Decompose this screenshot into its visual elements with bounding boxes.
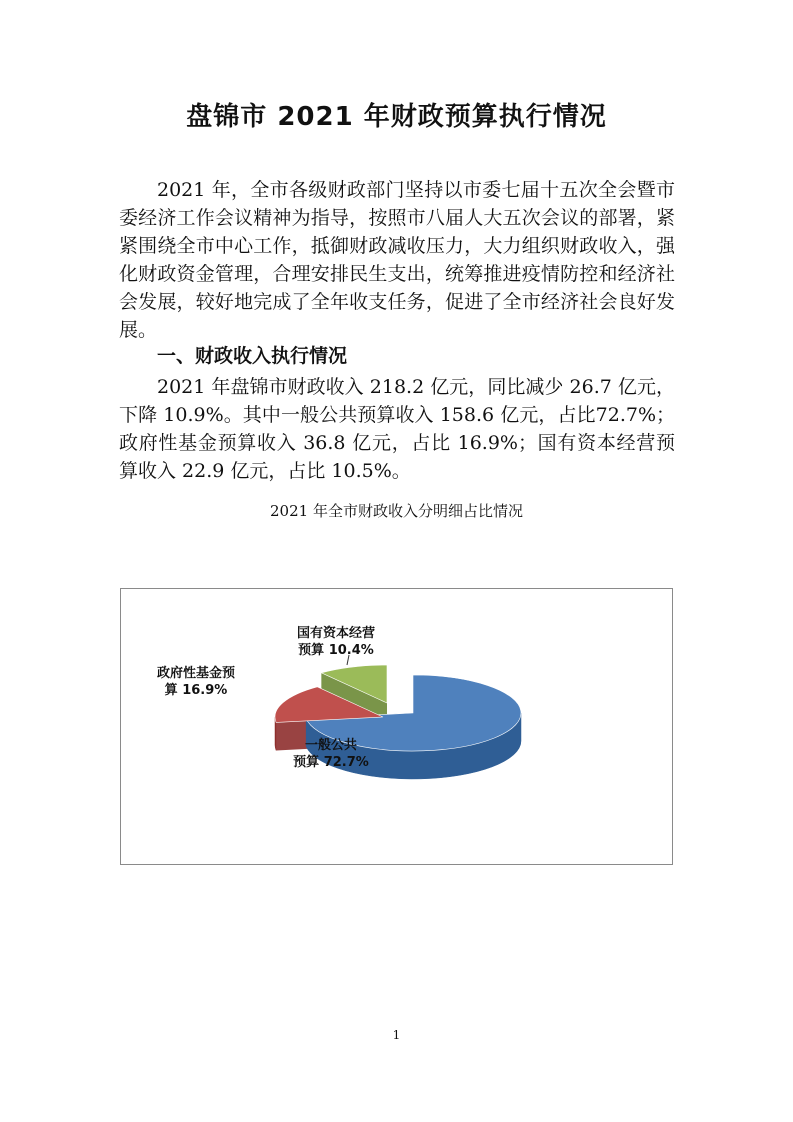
document-title: 盘锦市 2021 年财政预算执行情况 xyxy=(186,102,607,132)
page-number: 1 xyxy=(392,1028,401,1042)
pie-label-general-public: 一般公共预算 72.7% xyxy=(293,738,369,770)
revenue-paragraph: 2021 年盘锦市财政收入 218.2 亿元，同比减少 26.7 亿元，下降 10.9%。其中一般公共预算收入 158.6 亿元，占比72.7%；政府性基金预算收入 36.8 亿元，占比 16.9%；国有资本经营预算收入 22.9 亿元，占比 10.5%。 xyxy=(119,376,675,482)
pie-chart-frame xyxy=(120,588,673,865)
chart-caption: 2021 年全市财政收入分明细占比情况 xyxy=(270,502,523,520)
intro-paragraph: 2021 年，全市各级财政部门坚持以市委七届十五次全会暨市委经济工作会议精神为指导，按照市八届人大五次会议的部署，紧紧围绕全市中心工作，抵御财政减收压力，大力组织财政收入，强化财政资金管理，合理安排民生支出，统筹推进疫情防控和经济社会发展，较好地完成了全年收支任务，促进了全市经济社会良好发展。 xyxy=(119,179,675,341)
section-heading-revenue: 一、财政收入执行情况 xyxy=(157,345,348,367)
pie-label-government-fund: 政府性基金预算 16.9% xyxy=(156,666,236,698)
pie-label-state-capital: 国有资本经营预算 10.4% xyxy=(296,626,376,658)
pie-chart xyxy=(121,589,674,866)
